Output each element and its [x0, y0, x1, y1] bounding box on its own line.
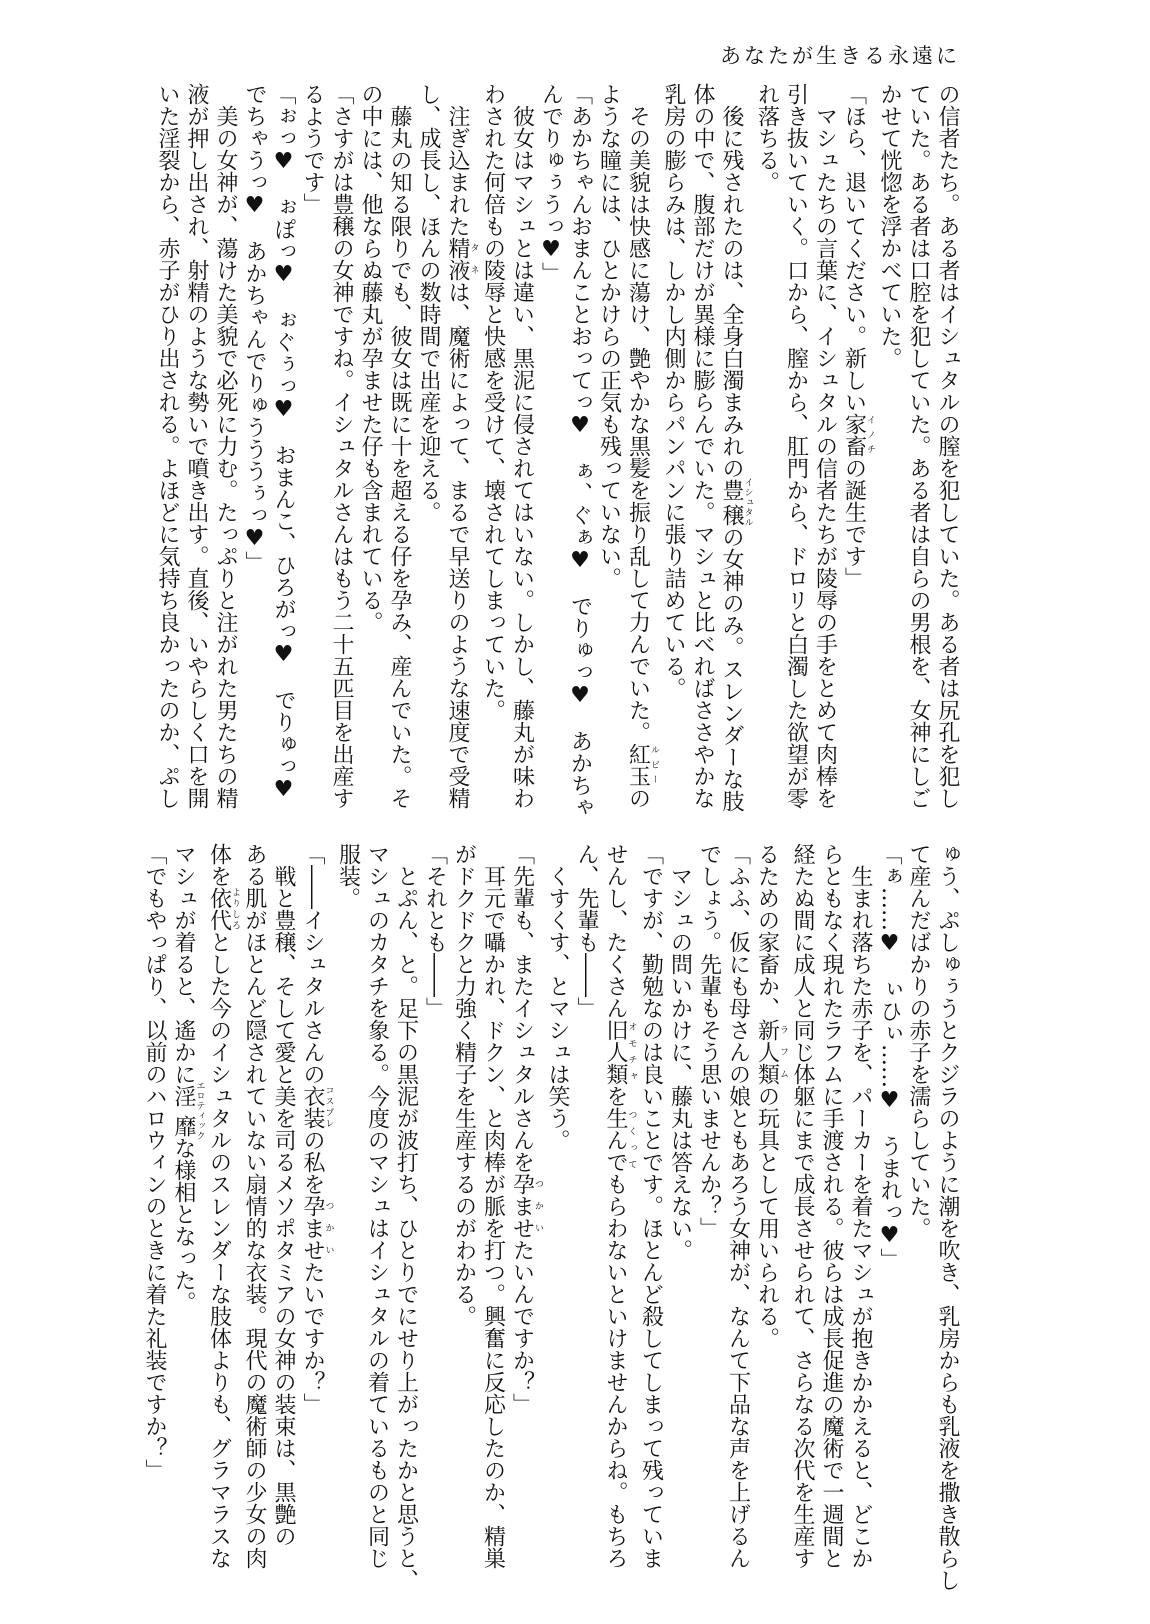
text-block-bottom — [140, 843, 962, 1591]
text-column: て産んだばかりの赤子を濡らしていた。 — [906, 843, 931, 1239]
text-column: 体の中で、腹部だけが異様に膨らんでいた。マシュと比べればささやかな — [690, 83, 715, 809]
text-column: マシュたちの言葉に、イシュタルの信者たちが陵辱の手をとめて肉棒を — [812, 83, 838, 809]
text-column: 「先輩も、またイシュタルさんを孕ませつかいたいんですか？」 — [509, 843, 543, 1415]
text-column: その美貌は快感に蕩け、艶やかな黒髪を振り乱して力んでいた。紅玉ルビーの — [625, 83, 659, 809]
text-column: ん、先輩も――」 — [574, 843, 599, 1019]
ruby-annotation: 淫靡エロティック — [171, 1081, 205, 1141]
text-column: 服装。 — [335, 843, 361, 909]
text-column: ゅう、ぷしゅぅうとクジラのように潮を吹き、乳房からも乳液を撒き散らし — [935, 843, 960, 1591]
ruby-annotation: 依代よりしろ — [206, 887, 240, 931]
text-column: マシュが着ると、遙かに淫靡エロティックな様相となった。 — [171, 843, 205, 1313]
text-column: 乳房の膨らみは、しかし内側からパンパンに張り詰めている。 — [661, 83, 686, 699]
ruby-annotation: 家畜イノチ — [841, 413, 875, 457]
text-column: の中には、他ならぬ藤丸が孕ませた仔も含まれている。 — [358, 83, 383, 633]
text-column: 「あかちゃんおまんことおってっ♥ ぁ、ぐぁ♥ でりゅっ♥ あかちゃ — [567, 83, 593, 818]
text-column: とぷん、と。足下の黒泥が波打ち、ひとりでにせり上がったかと思うと、 — [393, 843, 419, 1591]
ruby-annotation: 旧人類オモチャ — [603, 1019, 637, 1085]
text-column: 耳元で囁かれ、ドクン、と肉棒が脈を打つ。興奮に反応したのか、精巣 — [480, 843, 506, 1569]
text-column: 後に残されたのは、全身白濁まみれの豊穣イシュタルの女神のみ。スレンダーな肢 — [719, 83, 753, 812]
text-column: でちゃうっ♥ あかちゃんでりゅうううぅっ♥」 — [242, 83, 267, 573]
text-column: 「ふふ、仮にも母さんの娘ともあろう女神が、なんて下品な声を上げるん — [725, 843, 751, 1569]
text-column: 「ですが、勤勉なのは良いことです。ほとんど殺してしまって残っていま — [638, 843, 664, 1569]
ruby-annotation: 孕ませつかい — [300, 1195, 334, 1261]
text-column: ある肌がほとんど隠されていない扇情的な衣装。現代の魔術師の少女の肉 — [242, 843, 267, 1569]
ruby-annotation: 紅玉ルビー — [625, 743, 659, 787]
text-column: れ落ちる。 — [754, 83, 780, 193]
text-column: いた淫裂から、赤子がひり出される。よほどに気持ち良かったのか、ぷし — [155, 83, 180, 809]
text-column: でしょう。先輩もそう思いませんか？」 — [696, 843, 722, 1239]
text-column: るようです」 — [300, 83, 325, 215]
ruby-annotation: 衣装コスプレ — [300, 1085, 334, 1129]
text-column: 「――イシュタルさんの衣装コスプレの私を孕ませつかいたいですか？」 — [300, 843, 334, 1415]
text-column: 藤丸の知る限りでも、彼女は既に十を超える仔を孕み、産んでいた。そ — [387, 83, 412, 809]
text-column: 体を依代よりしろとした今のイシュタルのスレンダーな肢体よりも、グラマラスな — [206, 843, 240, 1569]
ruby-annotation: 新人類ラフム — [754, 1019, 788, 1085]
text-column: くすくす、とマシュは笑う。 — [545, 843, 570, 1151]
text-column: 引き抜いていく。口から、膣から、肛門から、ドロリと白濁した欲望が零 — [783, 83, 809, 809]
text-column: んでりゅぅうっ♥」 — [538, 83, 564, 284]
text-column: ていた。ある者は口腔を犯していた。ある者は自らの男根を、女神にしご — [906, 83, 931, 809]
text-column: 「ぉっ♥ ぉぽっ♥ ぉぐぅっ♥ おまんこ、ひろがっ♥ でりゅっ♥ — [271, 83, 296, 802]
text-column: るための家畜か、新人類ラフムの玩具として用いられる。 — [754, 843, 788, 1349]
text-column: マシュの問いかけに、藤丸は答えない。 — [667, 843, 693, 1261]
text-column: 注ぎ込まれた精液タネは、魔術によって、まるで早送りのような速度で受精 — [445, 83, 479, 809]
text-column: かせて恍惚を浮かべていた。 — [877, 83, 902, 369]
ruby-annotation: 孕ませつかい — [509, 1173, 543, 1239]
text-column: 「ほら、退いてください。新しい家畜イノチの誕生です」 — [841, 83, 875, 589]
text-column: 「さすがは豊穣の女神ですね。イシュタルさんはもう二十五匹目を出産す — [329, 83, 354, 809]
text-column: し、成長し、ほんの数時間で出産を迎える。 — [416, 83, 441, 523]
ruby-annotation: 精液タネ — [445, 237, 479, 281]
text-column: ような瞳には、ひとかけらの正気も残っていない。 — [596, 83, 622, 589]
text-column: 「でもやっぱり、以前のハロウィンのときに着た礼装ですか？」 — [142, 843, 167, 1481]
text-column: 彼女はマシュとは違い、黒泥に侵されてはいない。しかし、藤丸が味わ — [509, 83, 535, 809]
text-column: わされた何倍もの陵辱と快感を受けて、壊されてしまっていた。 — [480, 83, 506, 721]
text-column: マシュのカタチを象る。今度のマシュはイシュタルの着ているものと同じ — [364, 843, 390, 1569]
text-column: がドクドクと力強く精子を生産するのがわかる。 — [451, 843, 477, 1327]
text-column: せんし、たくさん旧人類オモチャを生んでつくってもらわないといけませんからね。もちろ — [603, 843, 637, 1569]
text-column: 「それとも――」 — [422, 843, 448, 1019]
running-header: あなたが生きる永遠に — [720, 44, 960, 68]
text-column: 戦と豊穣、そして愛と美を司るメソポタミアの女神の装束は、黒艶の — [271, 843, 296, 1547]
text-block-top — [153, 83, 962, 818]
ruby-annotation: 生んでつくって — [603, 1107, 637, 1173]
text-column: らともなく現れたラフムに手渡される。彼らは成長促進の魔術で一週間と — [819, 843, 844, 1569]
text-column: 経たぬ間に成人と同じ体躯にまで成長させられて、さらなる次代を生産す — [790, 843, 815, 1569]
ruby-annotation: 豊穣イシュタル — [719, 477, 753, 528]
text-column: 生まれ落ちた赤子を、パーカーを着たマシュが抱きかかえると、どこか — [848, 843, 873, 1569]
text-column: 美の女神が、蕩けた美貌で必死に力む。たっぷりと注がれた男たちの精 — [213, 83, 238, 809]
text-column: 「ぁ……♥ ぃひぃ……♥ うまれっ♥」 — [877, 843, 902, 1270]
text-column: の信者たち。ある者はイシュタルの膣を犯していた。ある者は尻孔を犯し — [935, 83, 960, 809]
text-column: 液が押し出され、射精のような勢いで噴き出す。直後、いやらしく口を開 — [184, 83, 209, 809]
